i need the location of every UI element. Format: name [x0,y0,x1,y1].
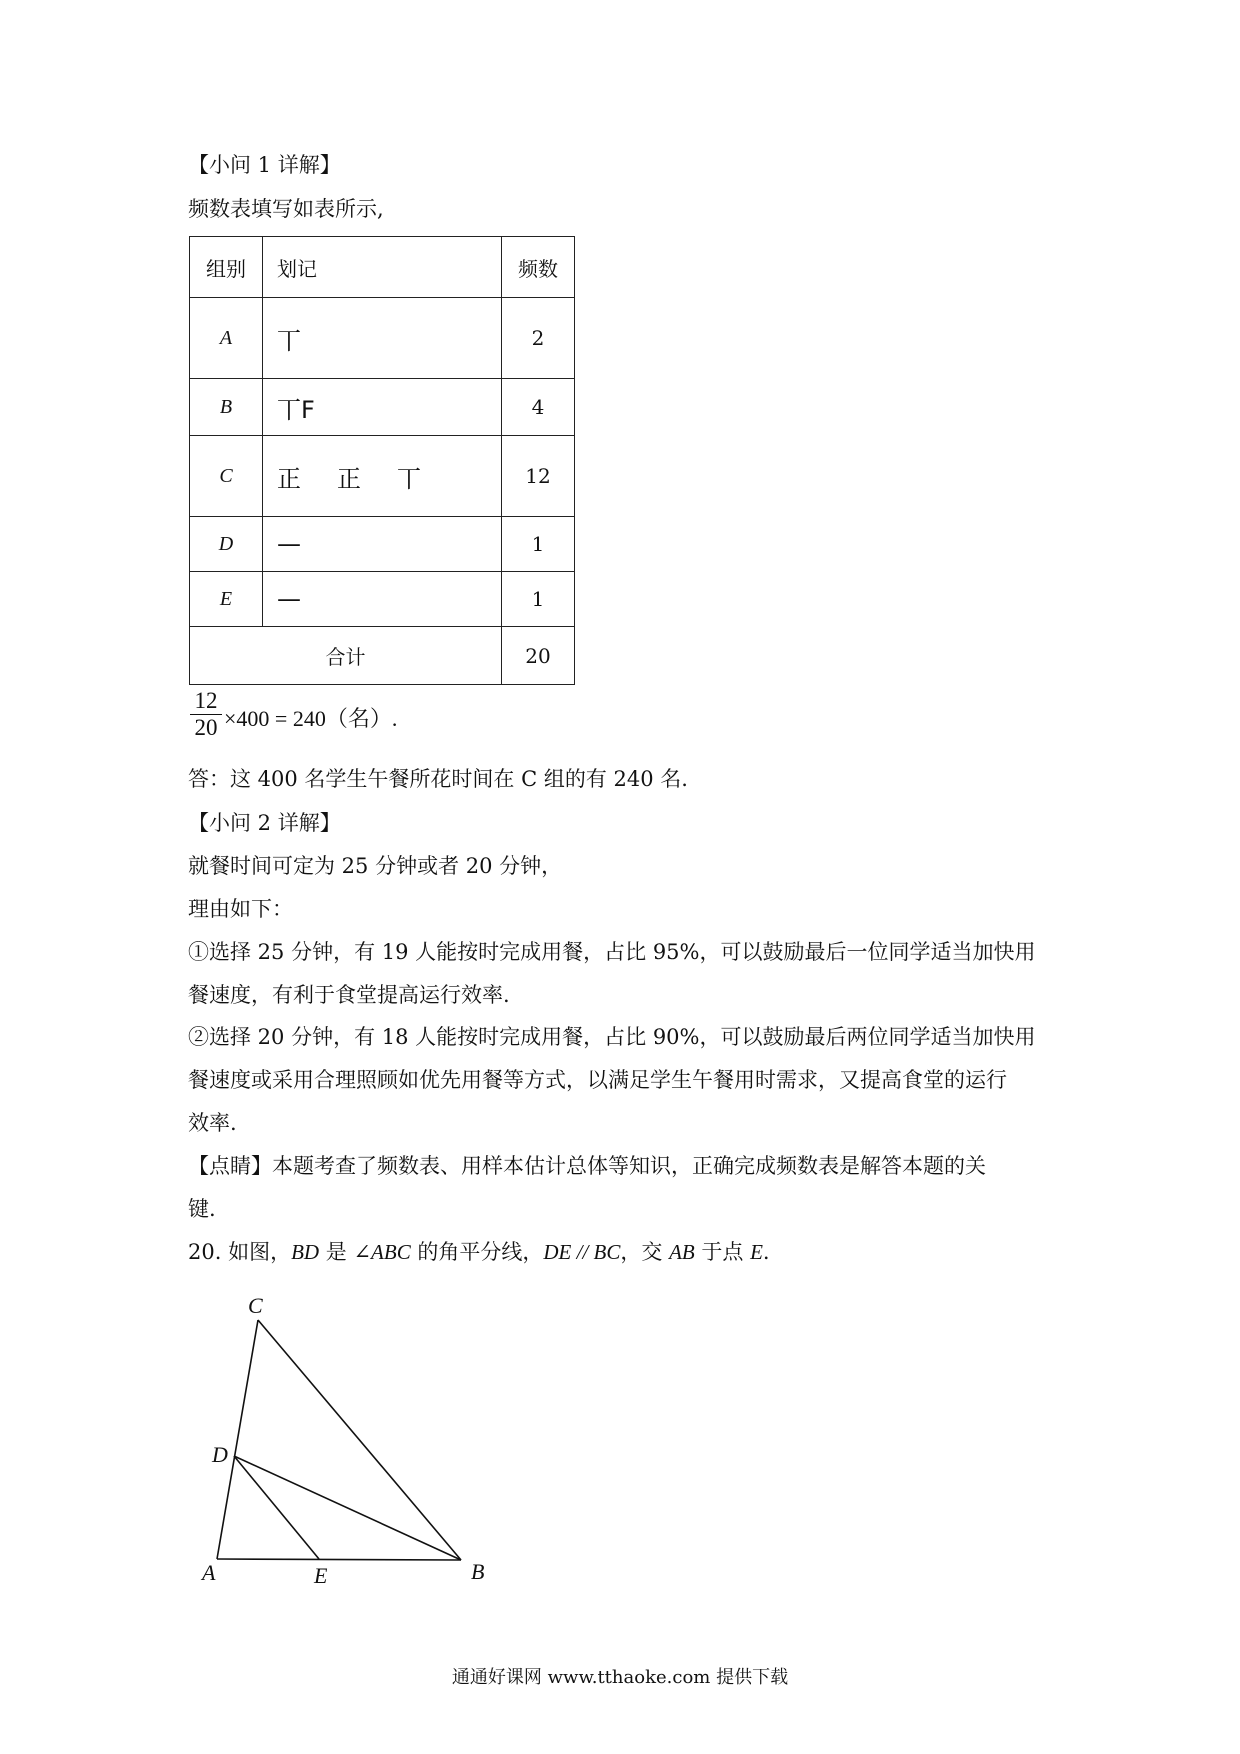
row-group: A [190,298,263,379]
part1-heading: 【小问 1 详解】 [188,153,341,177]
page-footer: 通通好课网 www.tthaoke.com 提供下载 [451,1667,789,1688]
q20-mid: 的角平分线， [410,1240,544,1264]
part2-line: 理由如下： [188,897,293,921]
table-header-row [190,237,575,298]
label-c: C [248,1293,263,1318]
row-group: C [190,436,263,517]
row-tally [263,572,502,627]
q20-angle: ∠ABC [353,1240,411,1264]
q20-bd: BD [291,1240,320,1264]
tally-mark: 丅 [277,326,301,355]
label-b: B [471,1559,485,1584]
table-row [190,517,575,572]
part2-line: 效率. [188,1111,237,1135]
q20-de-bc: DE // BC [543,1240,621,1264]
q20-tail2: 于点 [694,1240,751,1264]
q20-tail3: . [762,1240,770,1264]
row-group: B [190,379,263,436]
fraction-denominator: 20 [194,715,218,740]
q20-e: E [750,1240,763,1264]
segment-de [234,1456,319,1559]
tally-mark: 正 [277,464,301,493]
row-count: 1 [502,572,575,627]
calc-expression: ×400 = 240（名）. [224,706,398,731]
comment-line: 键. [188,1197,216,1221]
total-count: 20 [502,627,575,685]
header-group: 组别 [190,237,263,298]
table-row [190,298,575,379]
q20-ab: AB [669,1240,695,1264]
part1-intro: 频数表填写如表所示, [188,197,384,221]
frequency-table [189,236,575,685]
segment-ab [217,1559,461,1560]
label-e: E [314,1563,328,1588]
table-row [190,436,575,517]
part1-answer: 答：这 400 名学生午餐所花时间在 C 组的有 240 名. [188,767,688,791]
tally-mark: 丅F [277,395,315,424]
label-a: A [202,1560,216,1585]
total-label: 合计 [190,627,502,685]
header-tally: 划记 [263,237,502,298]
part2-line: 餐速度或采用合理照顾如优先用餐等方式，以满足学生午餐用时需求，又提高食堂的运行 [188,1068,1007,1092]
part2-line: 餐速度，有利于食堂提高运行效率. [188,983,510,1007]
row-count: 4 [502,379,575,436]
tally-mark: — [277,585,301,613]
row-tally [263,517,502,572]
comment-line: 【点睛】本题考查了频数表、用样本估计总体等知识，正确完成频数表是解答本题的关 [188,1154,986,1178]
part2-line: ①选择 25 分钟，有 19 人能按时完成用餐，占比 95%，可以鼓励最后一位同学适当加快用 [188,940,1036,964]
row-tally [263,298,502,379]
header-count: 频数 [502,237,575,298]
row-group: E [190,572,263,627]
tally-mark: — [277,530,301,558]
row-group: D [190,517,263,572]
tally-mark: 丅 [397,464,421,493]
row-tally [263,436,502,517]
fraction-numerator: 12 [194,688,218,713]
segment-cb [258,1320,461,1560]
fraction [190,688,222,741]
label-d: D [212,1442,228,1467]
part2-line: ②选择 20 分钟，有 18 人能按时完成用餐，占比 90%，可以鼓励最后两位同学适当加快用 [188,1025,1036,1049]
segment-db [234,1456,461,1560]
q20-tail1: ，交 [620,1240,670,1264]
table-row [190,572,575,627]
q20-prefix: 20. 如图， [188,1240,292,1264]
q20-is: 是 [319,1240,354,1264]
question-20 [188,1237,770,1267]
table-total-row [190,627,575,685]
table-row [190,379,575,436]
row-tally [263,379,502,436]
row-count: 1 [502,517,575,572]
part2-heading: 【小问 2 详解】 [188,811,341,835]
row-count: 12 [502,436,575,517]
part2-line: 就餐时间可定为 25 分钟或者 20 分钟， [188,854,563,878]
segment-ca [217,1320,258,1559]
triangle-figure [190,1285,510,1595]
row-count: 2 [502,298,575,379]
tally-mark: 正 [337,464,361,493]
